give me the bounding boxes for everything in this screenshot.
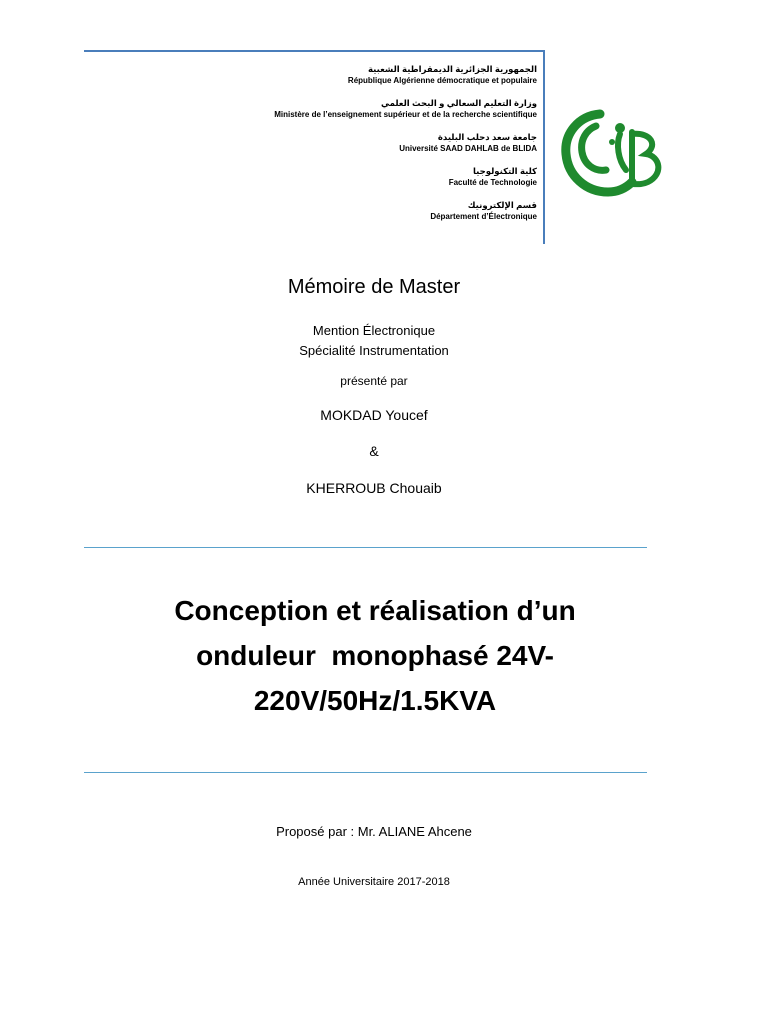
author-2: KHERROUB Chouaib	[306, 480, 442, 496]
country-french: République Algérienne démocratique et populaire	[347, 76, 537, 85]
ministry-group	[97, 98, 537, 120]
department-french: Département d’Électronique	[430, 212, 537, 221]
faculty-group	[97, 166, 537, 188]
academic-year: Année Universitaire 2017-2018	[298, 876, 450, 888]
thesis-title	[100, 588, 650, 723]
country-arabic: الجمهورية الجزائرية الديمقراطية الشعبية	[368, 64, 537, 74]
header-top-rule	[84, 50, 544, 52]
university-french: Université SAAD DAHLAB de BLIDA	[399, 144, 537, 153]
supervisor: Proposé par : Mr. ALIANE Ahcene	[276, 824, 472, 839]
mention-block	[84, 321, 664, 361]
university-arabic: جامعة سعد دحلب البليدة	[437, 132, 537, 142]
title-line-2: onduleur monophasé 24V-	[196, 640, 554, 671]
title-bottom-divider	[84, 772, 647, 773]
ministry-french: Ministère de l’enseignement supérieur et de la recherche scientifique	[274, 110, 537, 119]
document-type: Mémoire de Master	[287, 276, 461, 298]
title-top-divider	[84, 547, 647, 548]
author-1: MOKDAD Youcef	[320, 407, 428, 423]
header-side-rule	[543, 50, 545, 244]
title-line-1: Conception et réalisation d’un	[174, 595, 576, 626]
university-logo-icon	[560, 104, 670, 198]
author-separator: &	[369, 443, 379, 459]
faculty-arabic: كلية التكنولوجيا	[472, 166, 537, 176]
department-arabic: قسم الإلكترونيك	[467, 200, 537, 210]
specialite-text: Spécialité Instrumentation	[299, 343, 449, 358]
mention-text: Mention Électronique	[312, 323, 436, 338]
university-group	[97, 132, 537, 154]
institution-header	[97, 64, 537, 234]
presented-by: présenté par	[340, 374, 408, 388]
ministry-arabic: وزارة التعليم السعالي و البحث العلمي	[381, 98, 537, 108]
country-group	[97, 64, 537, 86]
department-group	[97, 200, 537, 222]
faculty-french: Faculté de Technologie	[448, 178, 537, 187]
title-line-3: 220V/50Hz/1.5KVA	[253, 685, 497, 716]
